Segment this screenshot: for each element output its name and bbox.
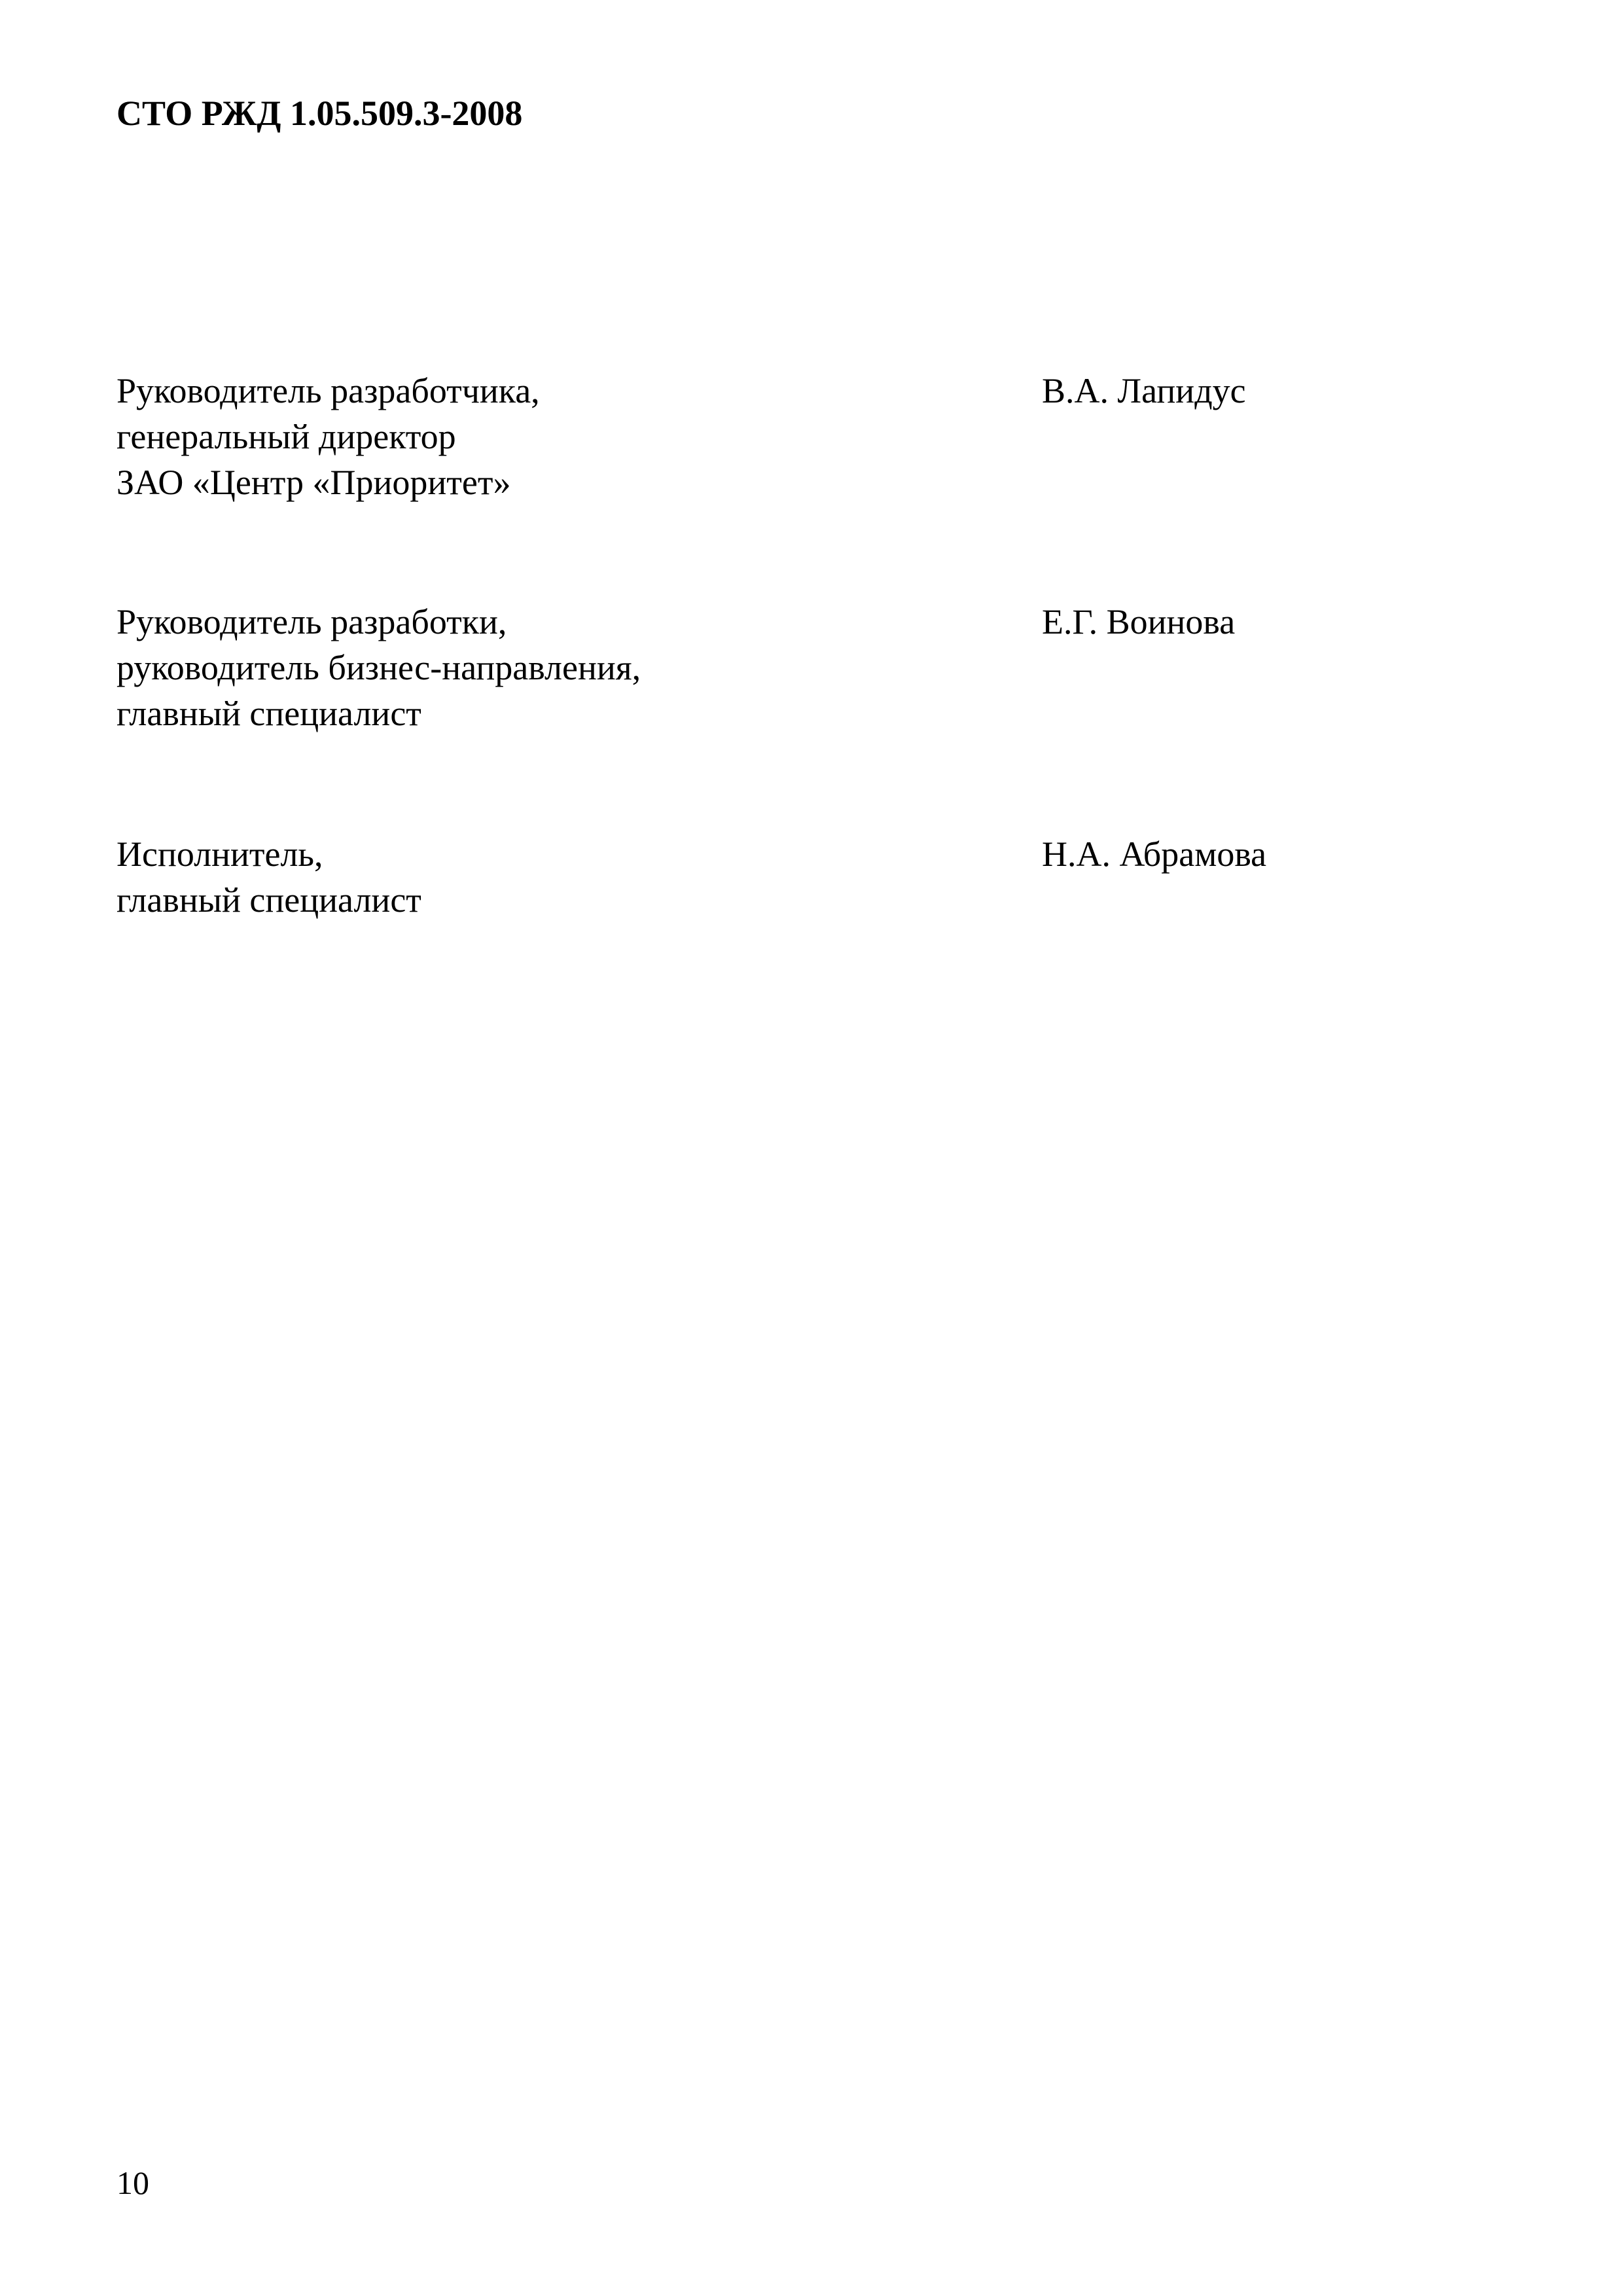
signature-name: Н.А. Абрамова [1042, 834, 1267, 874]
signature-name: Е.Г. Воинова [1042, 602, 1236, 641]
signature-block-lead-developer [116, 368, 1524, 502]
signature-title-line: Руководитель разработки, [116, 602, 507, 641]
signature-title-line: главный специалист [116, 880, 421, 920]
signature-title-line: Исполнитель, [116, 834, 323, 874]
signature-title [116, 599, 967, 736]
signature-title-line: Руководитель разработчика, [116, 371, 540, 410]
signature-title [116, 831, 967, 923]
signature-title-line: ЗАО «Центр «Приоритет» [116, 463, 511, 502]
signature-title-line: главный специалист [116, 694, 421, 733]
page-number: 10 [116, 2164, 149, 2201]
signature-title [116, 368, 967, 505]
signature-name: В.А. Лапидус [1042, 371, 1246, 410]
signature-title-line: руководитель бизнес-направления, [116, 648, 641, 687]
signature-block-development-head [116, 599, 1524, 733]
signature-title-line: генеральный директор [116, 417, 456, 456]
signature-block-executor [116, 831, 1524, 962]
document-code: СТО РЖД 1.05.509.3-2008 [116, 94, 523, 133]
